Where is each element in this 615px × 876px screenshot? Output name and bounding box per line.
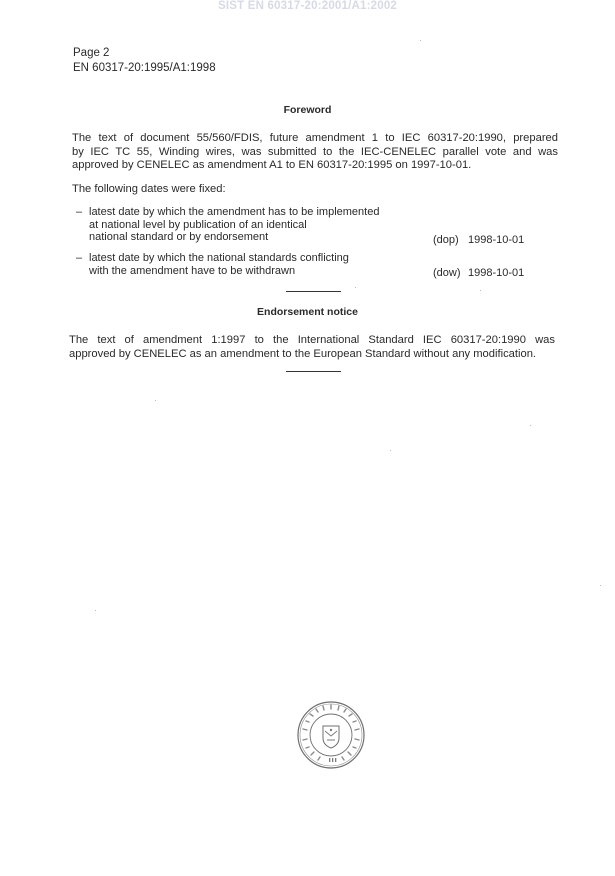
endorsement-line: The text of amendment 1:1997 to the International Standard IEC 60317-20:1990 was bbox=[69, 334, 555, 346]
foreword-line: The text of document 55/560/FDIS, future amendment 1 to IEC 60317-20:1990, prepared bbox=[72, 132, 558, 144]
foreword-paragraph bbox=[72, 132, 558, 173]
endorsement-heading: Endorsement notice bbox=[257, 306, 358, 318]
scan-speck bbox=[600, 585, 601, 586]
dates-intro: The following dates were fixed: bbox=[72, 183, 226, 195]
watermark: SIST EN 60317-20:2001/A1:2002 bbox=[217, 0, 398, 12]
date-item-line: at national level by publication of an identical bbox=[89, 218, 307, 231]
date-item-line: national standard or by endorsement bbox=[89, 231, 269, 243]
dow-label: (dow) bbox=[433, 267, 461, 279]
endorsement-paragraph bbox=[69, 334, 555, 361]
document-id: EN 60317-20:1995/A1:1998 bbox=[73, 62, 216, 74]
list-dash: – bbox=[76, 252, 83, 264]
list-dash: – bbox=[76, 206, 83, 218]
scan-speck bbox=[95, 610, 96, 611]
date-item-dop bbox=[89, 206, 379, 244]
end-divider bbox=[286, 371, 341, 372]
page-number: Page 2 bbox=[73, 47, 110, 59]
scan-speck bbox=[355, 287, 356, 288]
scan-speck bbox=[480, 290, 481, 291]
foreword-line: by IEC TC 55, Winding wires, was submitted to the IEC-CENELEC parallel vote and was bbox=[72, 145, 558, 158]
date-item-line: latest date by which the national standards conflicting bbox=[89, 252, 349, 264]
date-item-dow bbox=[89, 252, 349, 277]
section-divider bbox=[286, 291, 341, 292]
scan-speck bbox=[420, 40, 421, 41]
foreword-line: approved by CENELEC as amendment A1 to EN 60317-20:1995 on 1997-10-01. bbox=[72, 159, 472, 172]
official-seal-icon bbox=[296, 700, 366, 770]
date-item-line: latest date by which the amendment has to be implemented bbox=[89, 206, 380, 218]
dow-date: 1998-10-01 bbox=[468, 267, 525, 279]
dop-date: 1998-10-01 bbox=[468, 234, 525, 246]
date-item-line: with the amendment have to be withdrawn bbox=[89, 264, 296, 277]
dop-label: (dop) bbox=[433, 234, 459, 246]
scan-speck bbox=[155, 400, 156, 401]
foreword-heading: Foreword bbox=[283, 104, 332, 116]
endorsement-line: approved by CENELEC as an amendment to the European Standard without any modification. bbox=[69, 347, 537, 360]
scan-speck bbox=[390, 450, 391, 451]
scan-speck bbox=[530, 425, 531, 426]
